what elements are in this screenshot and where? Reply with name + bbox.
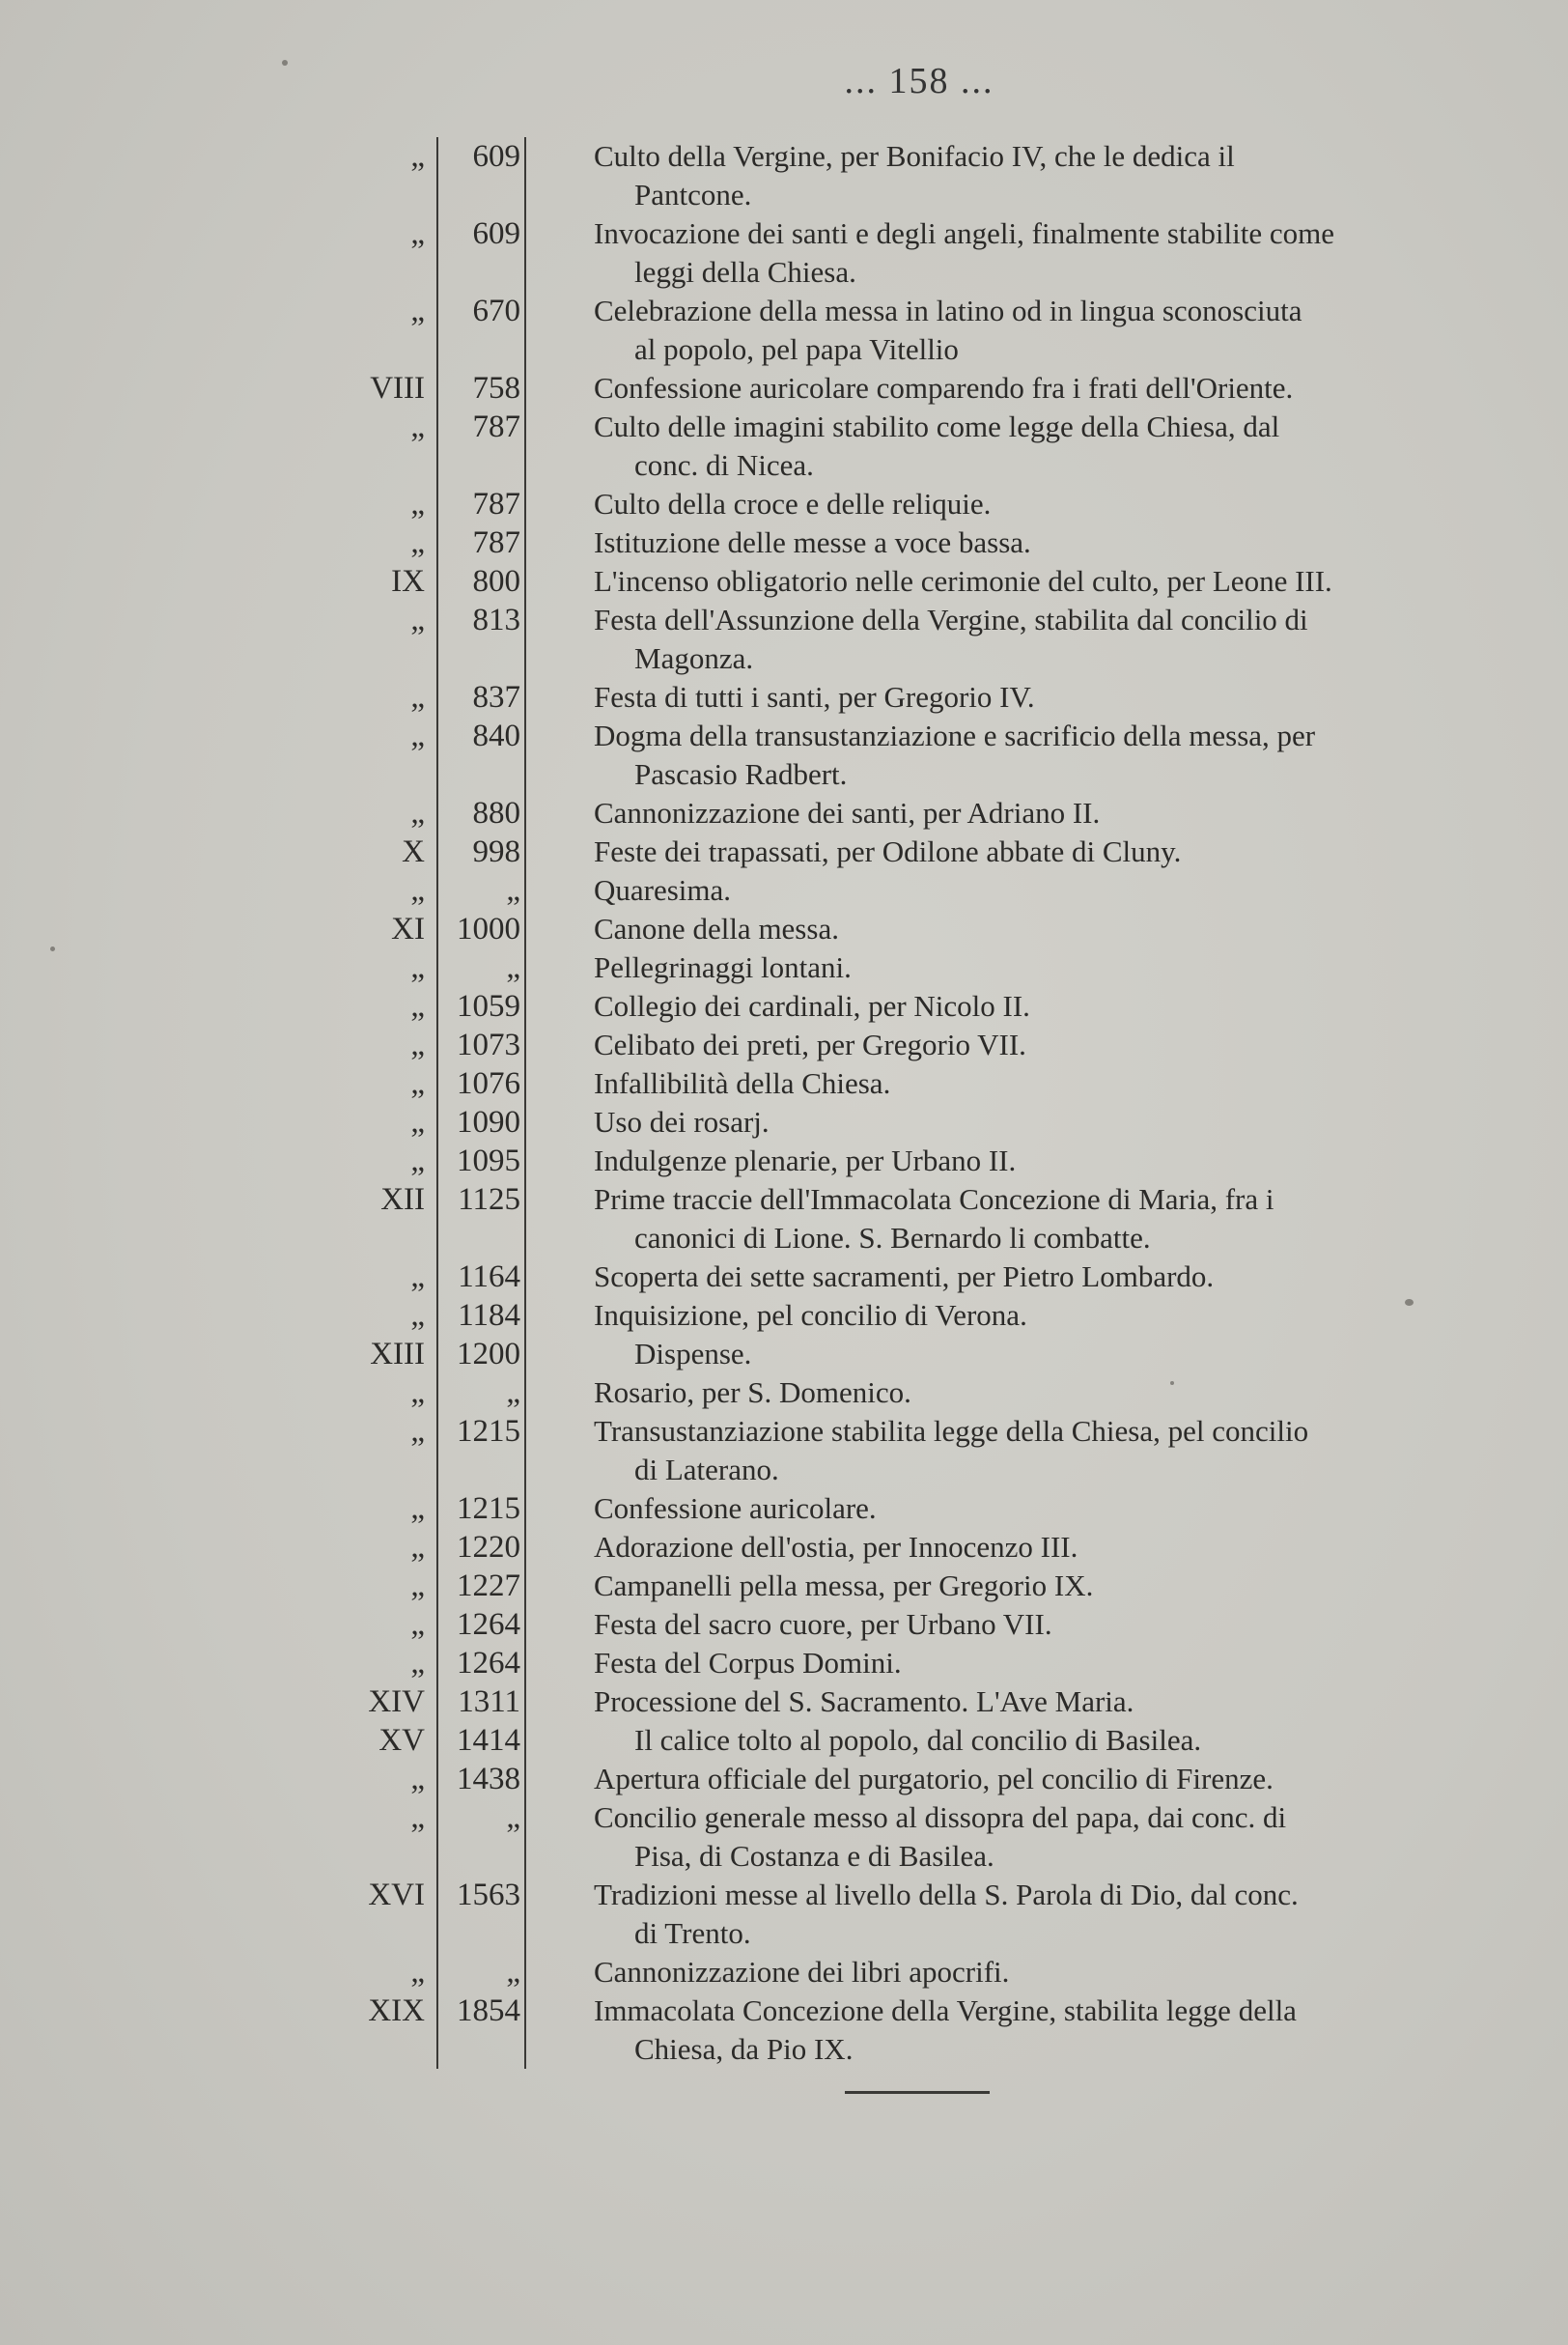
table-row [319, 678, 1506, 717]
table-row [319, 948, 1506, 987]
event-description [526, 1876, 1506, 1953]
table-row [319, 1953, 1506, 1992]
event-description [526, 137, 1506, 214]
event-description [526, 1103, 1506, 1142]
event-line: Pantcone. [634, 178, 752, 212]
year-cell: 1076 [438, 1064, 526, 1103]
table-row [319, 1142, 1506, 1180]
century-cell: XVI [319, 1876, 438, 1953]
event-line: Festa del Corpus Domini. [594, 1646, 902, 1680]
table-row [319, 523, 1506, 562]
century-cell: „ [319, 523, 438, 562]
event-line: Quaresima. [594, 873, 732, 907]
year-cell: 1095 [438, 1142, 526, 1180]
century-cell: XIII [319, 1335, 438, 1373]
year-cell: 1311 [438, 1682, 526, 1721]
table-row [319, 214, 1506, 292]
year-cell: „ [438, 1373, 526, 1412]
year-cell: 800 [438, 562, 526, 601]
event-description [526, 1335, 1506, 1373]
table-row [319, 1992, 1506, 2069]
event-description [526, 1528, 1506, 1567]
event-description [526, 1992, 1506, 2069]
century-cell: „ [319, 1605, 438, 1644]
table-row [319, 137, 1506, 214]
year-cell: 1000 [438, 910, 526, 948]
year-cell: 1184 [438, 1296, 526, 1335]
event-description [526, 1373, 1506, 1412]
event-line: Confessione auricolare comparendo fra i frati dell'Oriente. [594, 371, 1294, 405]
table-row [319, 717, 1506, 794]
table-row [319, 1335, 1506, 1373]
chronology-table [319, 137, 1506, 2069]
event-line: Celebrazione della messa in latino od in lingua sconosciuta [594, 294, 1302, 327]
century-cell: „ [319, 292, 438, 369]
event-line: Inquisizione, pel concilio di Verona. [594, 1298, 1027, 1332]
event-description [526, 1644, 1506, 1682]
table-row [319, 1296, 1506, 1335]
table-row [319, 1257, 1506, 1296]
century-cell: „ [319, 1373, 438, 1412]
year-cell: „ [438, 1798, 526, 1876]
century-cell: „ [319, 1296, 438, 1335]
event-line: Culto della croce e delle reliquie. [594, 487, 992, 521]
event-line: Istituzione delle messe a voce bassa. [594, 525, 1031, 559]
year-cell: 787 [438, 523, 526, 562]
event-line: Chiesa, da Pio IX. [634, 2032, 854, 2066]
event-description [526, 369, 1506, 408]
event-line: Campanelli pella messa, per Gregorio IX. [594, 1568, 1094, 1602]
table-row [319, 369, 1506, 408]
event-description [526, 678, 1506, 717]
century-cell: „ [319, 871, 438, 910]
century-cell: „ [319, 948, 438, 987]
year-cell: 880 [438, 794, 526, 833]
event-description [526, 1180, 1506, 1257]
year-cell: 1090 [438, 1103, 526, 1142]
event-line: Pisa, di Costanza e di Basilea. [634, 1839, 994, 1873]
century-cell: „ [319, 1257, 438, 1296]
table-row [319, 485, 1506, 523]
event-line: Canone della messa. [594, 912, 839, 946]
event-description [526, 1798, 1506, 1876]
year-cell: 1215 [438, 1412, 526, 1489]
event-line: Dogma della transustanziazione e sacrificio della messa, per [594, 719, 1316, 752]
event-description [526, 1412, 1506, 1489]
century-cell: „ [319, 678, 438, 717]
event-description [526, 1296, 1506, 1335]
table-row [319, 794, 1506, 833]
century-cell: XIX [319, 1992, 438, 2069]
event-line: L'incenso obligatorio nelle cerimonie del culto, per Leone III. [594, 564, 1332, 598]
event-description [526, 910, 1506, 948]
event-line: Culto delle imagini stabilito come legge della Chiesa, dal [594, 410, 1280, 443]
event-description [526, 408, 1506, 485]
year-cell: 758 [438, 369, 526, 408]
event-description [526, 1489, 1506, 1528]
event-line: canonici di Lione. S. Bernardo li combatte. [634, 1221, 1151, 1255]
year-cell: 837 [438, 678, 526, 717]
century-cell: „ [319, 1026, 438, 1064]
event-line: Adorazione dell'ostia, per Innocenzo III. [594, 1530, 1078, 1564]
event-description [526, 1567, 1506, 1605]
year-cell: 787 [438, 408, 526, 485]
event-line: Uso dei rosarj. [594, 1105, 770, 1139]
century-cell: „ [319, 794, 438, 833]
event-line: Festa di tutti i santi, per Gregorio IV. [594, 680, 1035, 714]
ink-speck [1170, 1381, 1174, 1385]
year-cell: 1854 [438, 1992, 526, 2069]
event-description [526, 1760, 1506, 1798]
table-row [319, 1373, 1506, 1412]
year-cell: 1215 [438, 1489, 526, 1528]
event-line: Infallibilità della Chiesa. [594, 1066, 891, 1100]
event-line: Tradizioni messe al livello della S. Parola di Dio, dal conc. [594, 1878, 1299, 1911]
year-cell: 670 [438, 292, 526, 369]
event-description [526, 1953, 1506, 1992]
year-cell: 1200 [438, 1335, 526, 1373]
century-cell: „ [319, 1412, 438, 1489]
table-row [319, 833, 1506, 871]
page-number: ... 158 ... [844, 61, 994, 101]
event-line: Celibato dei preti, per Gregorio VII. [594, 1028, 1026, 1061]
event-line: Cannonizzazione dei santi, per Adriano II. [594, 796, 1101, 830]
year-cell: „ [438, 871, 526, 910]
year-cell: 1438 [438, 1760, 526, 1798]
year-cell: 787 [438, 485, 526, 523]
table-row [319, 1760, 1506, 1798]
table-row [319, 1567, 1506, 1605]
table-row [319, 292, 1506, 369]
century-cell: „ [319, 987, 438, 1026]
century-cell: „ [319, 717, 438, 794]
century-cell: VIII [319, 369, 438, 408]
table-row [319, 1528, 1506, 1567]
year-cell: 1264 [438, 1644, 526, 1682]
century-cell: „ [319, 408, 438, 485]
century-cell: X [319, 833, 438, 871]
event-line: Invocazione dei santi e degli angeli, finalmente stabilite come [594, 216, 1334, 250]
year-cell: 1059 [438, 987, 526, 1026]
table-row [319, 1876, 1506, 1953]
event-description [526, 987, 1506, 1026]
century-cell: XV [319, 1721, 438, 1760]
table-row [319, 1605, 1506, 1644]
year-cell: 1563 [438, 1876, 526, 1953]
century-cell: „ [319, 214, 438, 292]
event-description [526, 1142, 1506, 1180]
table-row [319, 1682, 1506, 1721]
year-cell: 609 [438, 137, 526, 214]
event-line: Pascasio Radbert. [634, 757, 848, 791]
table-row [319, 1412, 1506, 1489]
event-description [526, 948, 1506, 987]
century-cell: „ [319, 1567, 438, 1605]
year-cell: 1125 [438, 1180, 526, 1257]
year-cell: 1414 [438, 1721, 526, 1760]
ink-speck [50, 946, 55, 951]
event-line: conc. di Nicea. [634, 448, 814, 482]
event-line: Transustanziazione stabilita legge della Chiesa, pel concilio [594, 1414, 1309, 1448]
event-description [526, 1257, 1506, 1296]
table-row [319, 1721, 1506, 1760]
event-line: Processione del S. Sacramento. L'Ave Maria. [594, 1684, 1134, 1718]
year-cell: 998 [438, 833, 526, 871]
table-row [319, 601, 1506, 678]
event-description [526, 562, 1506, 601]
event-line: Rosario, per S. Domenico. [594, 1375, 911, 1409]
century-cell: XIV [319, 1682, 438, 1721]
century-cell: „ [319, 1528, 438, 1567]
event-line: Confessione auricolare. [594, 1491, 877, 1525]
ink-speck [282, 60, 288, 66]
century-cell: „ [319, 137, 438, 214]
ink-speck [1405, 1299, 1414, 1306]
table-row [319, 1064, 1506, 1103]
table-row [319, 408, 1506, 485]
event-line: leggi della Chiesa. [634, 255, 856, 289]
year-cell: „ [438, 1953, 526, 1992]
event-line: Cannonizzazione dei libri apocrifi. [594, 1955, 1010, 1989]
event-line: Scoperta dei sette sacramenti, per Pietro Lombardo. [594, 1259, 1215, 1293]
event-line: Apertura officiale del purgatorio, pel concilio di Firenze. [594, 1762, 1274, 1795]
year-cell: 1164 [438, 1257, 526, 1296]
table-row [319, 987, 1506, 1026]
table-row [319, 562, 1506, 601]
event-description [526, 523, 1506, 562]
event-line: Magonza. [634, 641, 754, 675]
century-cell: „ [319, 1953, 438, 1992]
century-cell: „ [319, 485, 438, 523]
event-line: al popolo, pel papa Vitellio [634, 332, 959, 366]
table-row [319, 1798, 1506, 1876]
century-cell: „ [319, 1760, 438, 1798]
century-cell: „ [319, 1103, 438, 1142]
event-line: Immacolata Concezione della Vergine, stabilita legge della [594, 1993, 1297, 2027]
century-cell: „ [319, 1489, 438, 1528]
event-line: Pellegrinaggi lontani. [594, 950, 852, 984]
event-description [526, 871, 1506, 910]
event-line: Il calice tolto al popolo, dal concilio di Basilea. [634, 1723, 1202, 1757]
table-row [319, 1489, 1506, 1528]
closing-rule [845, 2091, 990, 2094]
year-cell: 1220 [438, 1528, 526, 1567]
table-row [319, 1180, 1506, 1257]
event-line: Culto della Vergine, per Bonifacio IV, che le dedica il [594, 139, 1235, 173]
event-line: Collegio dei cardinali, per Nicolo II. [594, 989, 1030, 1023]
event-line: Prime traccie dell'Immacolata Concezione di Maria, fra i [594, 1182, 1274, 1216]
event-description [526, 717, 1506, 794]
event-description [526, 833, 1506, 871]
year-cell: 1264 [438, 1605, 526, 1644]
event-description [526, 1721, 1506, 1760]
year-cell: „ [438, 948, 526, 987]
event-line: Feste dei trapassati, per Odilone abbate di Cluny. [594, 834, 1182, 868]
century-cell: „ [319, 1142, 438, 1180]
year-cell: 609 [438, 214, 526, 292]
table-row [319, 1026, 1506, 1064]
century-cell: „ [319, 1644, 438, 1682]
event-line: Concilio generale messo al dissopra del papa, dai conc. di [594, 1800, 1287, 1834]
event-line: Festa del sacro cuore, per Urbano VII. [594, 1607, 1052, 1641]
year-cell: 813 [438, 601, 526, 678]
century-cell: „ [319, 1798, 438, 1876]
event-line: Festa dell'Assunzione della Vergine, stabilita dal concilio di [594, 603, 1308, 636]
event-description [526, 1682, 1506, 1721]
century-cell: IX [319, 562, 438, 601]
table-row [319, 1103, 1506, 1142]
event-line: Dispense. [634, 1337, 752, 1370]
event-line: di Laterano. [634, 1453, 779, 1486]
event-line: di Trento. [634, 1916, 751, 1950]
century-cell: „ [319, 601, 438, 678]
event-description [526, 794, 1506, 833]
event-description [526, 214, 1506, 292]
event-description [526, 601, 1506, 678]
event-description [526, 1064, 1506, 1103]
year-cell: 840 [438, 717, 526, 794]
table-row [319, 1644, 1506, 1682]
event-description [526, 1605, 1506, 1644]
event-description [526, 1026, 1506, 1064]
century-cell: „ [319, 1064, 438, 1103]
event-description [526, 485, 1506, 523]
event-description [526, 292, 1506, 369]
table-row [319, 871, 1506, 910]
year-cell: 1227 [438, 1567, 526, 1605]
century-cell: XII [319, 1180, 438, 1257]
event-line: Indulgenze plenarie, per Urbano II. [594, 1144, 1017, 1177]
century-cell: XI [319, 910, 438, 948]
year-cell: 1073 [438, 1026, 526, 1064]
table-row [319, 910, 1506, 948]
